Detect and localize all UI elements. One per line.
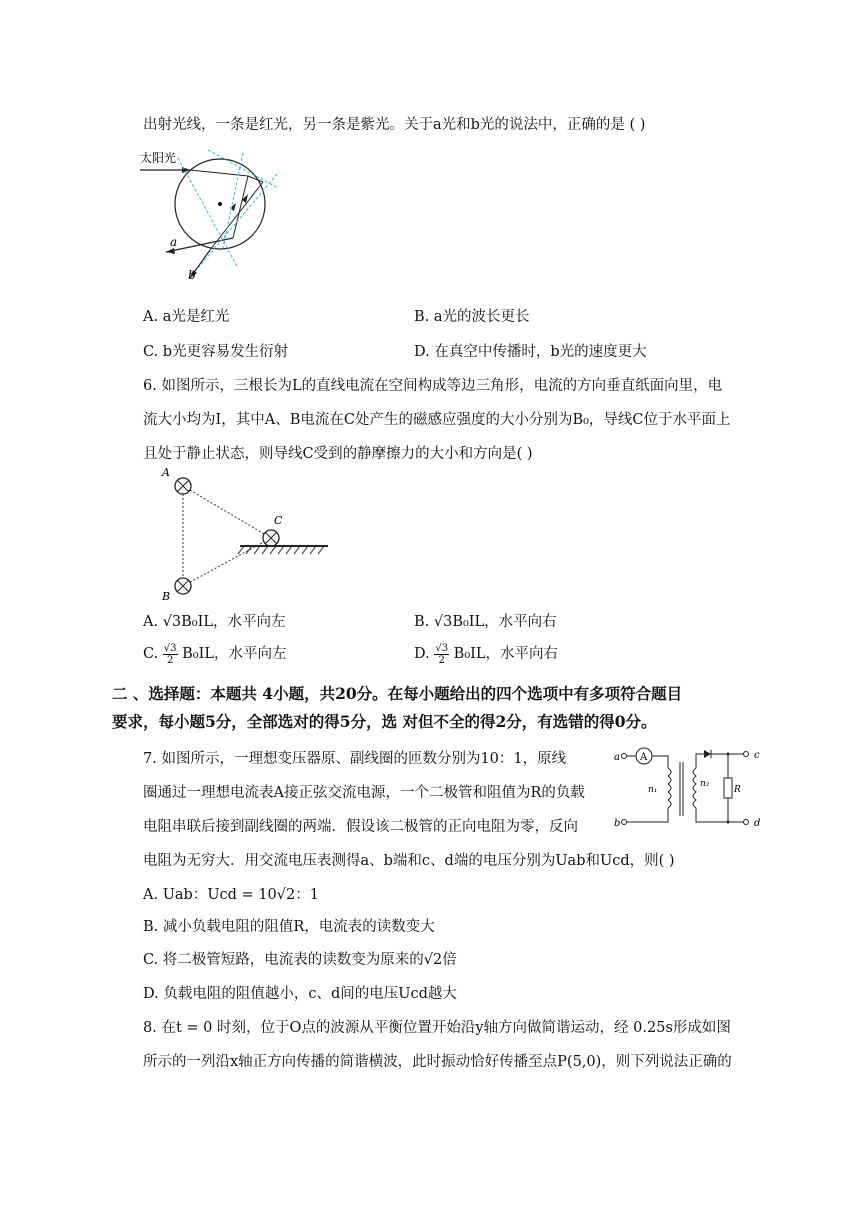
ray-b-label: b [188, 268, 196, 282]
resistor-icon [724, 778, 732, 798]
wire-a-icon [175, 478, 191, 494]
q6-line-1: 6. 如图所示，三根长为L的直线电流在空间构成等边三角形，电流的方向垂直纸面向里，电 [143, 378, 723, 394]
q6-option-b: B. √3B₀IL，水平向右 [414, 614, 557, 630]
svg-text:c: c [754, 750, 760, 761]
q7-option-b: B. 减小负载电阻的阻值R，电流表的读数变大 [143, 919, 435, 935]
label-b: B [162, 590, 171, 603]
svg-text:n₁: n₁ [648, 785, 658, 795]
q6-option-d: D. $\frac{√3}{2}$ B₀IL，水平向右 [414, 642, 558, 666]
svg-text:R: R [734, 785, 741, 795]
q6-figure-triangle [158, 466, 338, 606]
q8-line-1: 8. 在t = 0 时刻，位于O点的波源从平衡位置开始沿y轴方向做简谐运动，经 0.25s形成如图 [143, 1020, 731, 1036]
q6-line-3: 且处于静止状态，则导线C受到的静摩擦力的大小和方向是( ) [143, 446, 533, 462]
diode-icon [704, 750, 711, 758]
q6-line-2: 流大小均为I，其中A、B电流在C处产生的磁感应强度的大小分别为B₀，导线C位于水平面上 [143, 412, 731, 428]
q6-option-a: A. √3B₀IL，水平向左 [143, 614, 286, 630]
section2-line-2: 要求，每小题5分，全部选对的得5分，选 对但不全的得2分，有选错的得0分。 [112, 712, 657, 731]
q7-option-a: A. Uab：Ucd = 10√2：1 [143, 887, 319, 903]
q8-line-2: 所示的一列沿x轴正方向传播的简谐横波，此时振动恰好传播至点P(5,0)，则下列说法正确的 [143, 1054, 732, 1070]
q7-line-2: 圈通过一理想电流表A接正弦交流电源，一个二极管和阻值为R的负载 [143, 785, 585, 801]
label-a: A [162, 466, 170, 479]
q5-option-a: A. a光是红光 [143, 309, 230, 325]
q7-option-c: C. 将二极管短路，电流表的读数变为原来的√2倍 [143, 952, 457, 968]
q7-line-1: 7. 如图所示，一理想变压器原、副线圈的匝数分别为10：1，原线 [143, 751, 567, 767]
wire-c-icon [263, 530, 279, 546]
q7-option-d: D. 负载电阻的阻值越小，c、d间的电压Ucd越大 [143, 986, 457, 1002]
q5-text: 出射光线，一条是红光，另一条是紫光。关于a光和b光的说法中，正确的是 ( ) [143, 117, 646, 133]
q6-option-c: C. $\frac{√3}{2}$ B₀IL，水平向左 [143, 642, 287, 666]
q5-figure-raindrop [138, 148, 288, 283]
ray-a-label: a [170, 235, 178, 249]
svg-text:a: a [614, 752, 620, 763]
label-c: C [274, 514, 283, 527]
svg-text:d: d [754, 818, 761, 829]
ammeter-icon [636, 748, 652, 764]
wire-b-icon [175, 578, 191, 594]
q5-option-c: C. b光更容易发生衍射 [143, 344, 289, 360]
q5-option-b: B. a光的波长更长 [414, 309, 530, 325]
svg-text:b: b [614, 818, 621, 829]
sun-label: 太阳光 [140, 151, 177, 165]
q5-option-d: D. 在真空中传播时，b光的速度更大 [414, 344, 647, 360]
q7-figure-transformer [612, 742, 762, 834]
svg-text:A: A [640, 752, 648, 763]
q7-line-3: 电阻串联后接到副线圈的两端．假设该二极管的正向电阻为零，反向 [143, 819, 578, 835]
q7-line-4: 电阻为无穷大．用交流电压表测得a、b端和c、d端的电压分别为Uab和Ucd，则( ) [143, 853, 675, 869]
section2-line-1: 二 、选择题：本题共 4小题，共20分。在每小题给出的四个选项中有多项符合题目 [112, 684, 683, 703]
svg-text:n₂: n₂ [700, 779, 710, 789]
